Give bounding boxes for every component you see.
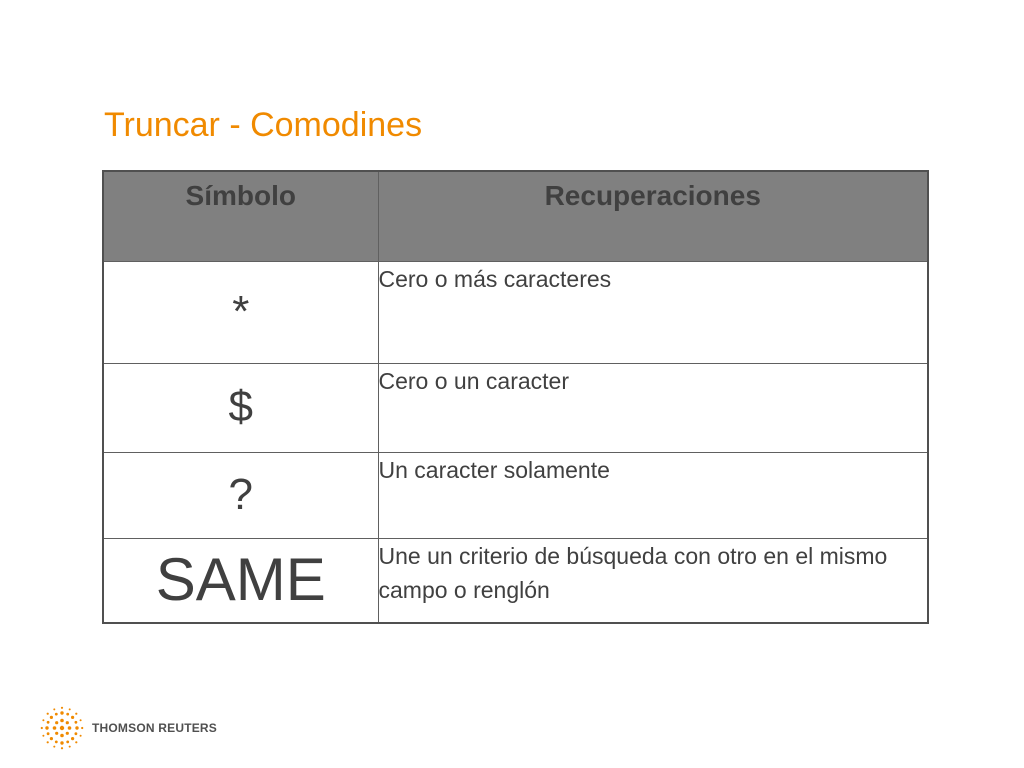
thomson-reuters-logo-icon bbox=[40, 706, 84, 750]
description-cell: Cero o un caracter bbox=[378, 363, 928, 452]
description-cell: Un caracter solamente bbox=[378, 452, 928, 538]
table-header-row bbox=[103, 171, 928, 261]
header-symbol: Símbolo bbox=[103, 171, 378, 261]
symbol-cell: SAME bbox=[103, 538, 378, 623]
description-cell: Une un criterio de búsqueda con otro en el mismo campo o renglón bbox=[378, 538, 928, 623]
wildcards-table-container bbox=[102, 170, 929, 624]
header-recuperaciones: Recuperaciones bbox=[378, 171, 928, 261]
table-row bbox=[103, 363, 928, 452]
slide-title: Truncar - Comodines bbox=[104, 106, 423, 144]
table-row bbox=[103, 538, 928, 623]
symbol-cell: * bbox=[103, 261, 378, 363]
table-row bbox=[103, 452, 928, 538]
wildcards-table bbox=[102, 170, 929, 624]
description-cell: Cero o más caracteres bbox=[378, 261, 928, 363]
symbol-cell: ? bbox=[103, 452, 378, 538]
symbol-cell: $ bbox=[103, 363, 378, 452]
table-row bbox=[103, 261, 928, 363]
brand-logo bbox=[40, 706, 217, 750]
brand-name: THOMSON REUTERS bbox=[92, 721, 218, 735]
